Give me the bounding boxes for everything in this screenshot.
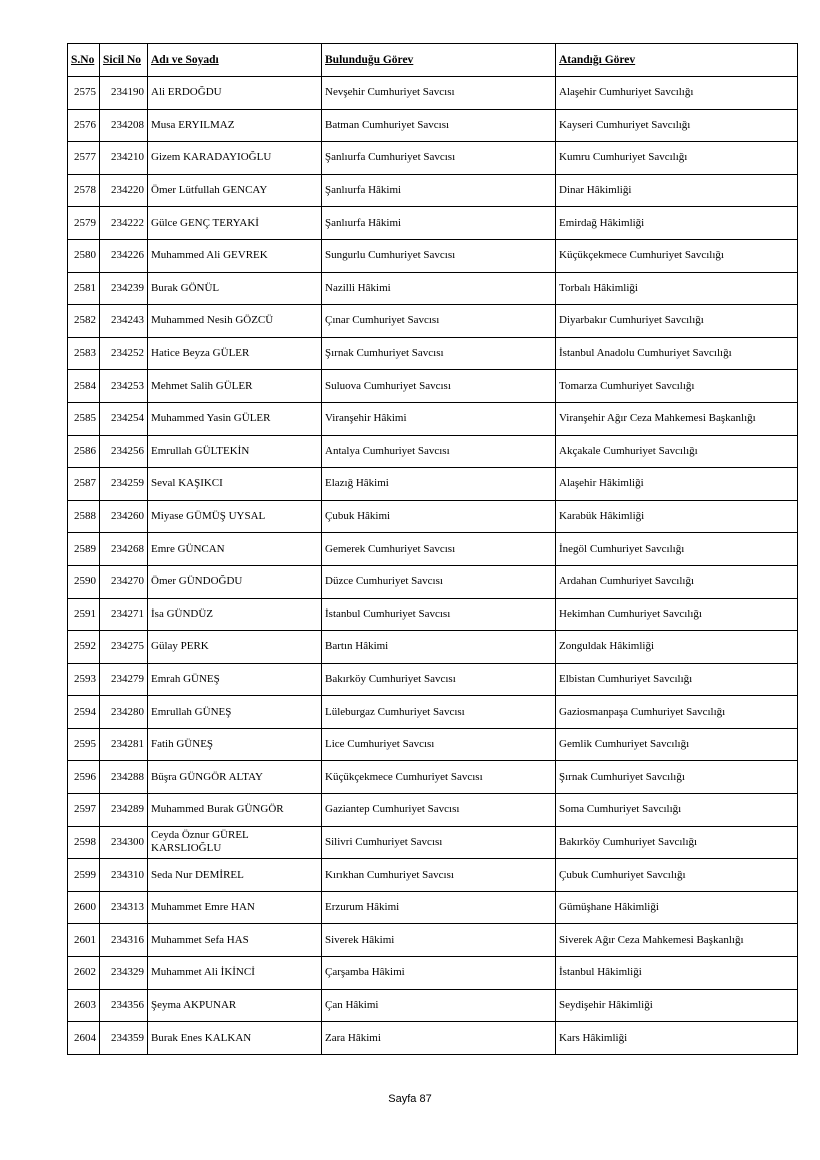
cell-sicil-no: 234271 <box>100 598 148 631</box>
cell-sno: 2586 <box>68 435 100 468</box>
cell-current-position: Sungurlu Cumhuriyet Savcısı <box>322 239 556 272</box>
cell-sno: 2577 <box>68 142 100 175</box>
cell-assigned-position: Tomarza Cumhuriyet Savcılığı <box>556 370 798 403</box>
cell-name: Büşra GÜNGÖR ALTAY <box>148 761 322 794</box>
table-row <box>68 859 798 892</box>
cell-current-position: Antalya Cumhuriyet Savcısı <box>322 435 556 468</box>
cell-current-position: Şanlıurfa Hâkimi <box>322 174 556 207</box>
cell-name: Emre GÜNCAN <box>148 533 322 566</box>
table-row <box>68 696 798 729</box>
cell-assigned-position: Viranşehir Ağır Ceza Mahkemesi Başkanlığı <box>556 402 798 435</box>
table-row <box>68 663 798 696</box>
cell-name: Ceyda Öznur GÜREL KARSLIOĞLU <box>148 826 322 859</box>
cell-sno: 2604 <box>68 1022 100 1055</box>
table-row <box>68 337 798 370</box>
cell-assigned-position: İstanbul Hâkimliği <box>556 957 798 990</box>
table-row <box>68 631 798 664</box>
table-row <box>68 924 798 957</box>
cell-assigned-position: Elbistan Cumhuriyet Savcılığı <box>556 663 798 696</box>
cell-assigned-position: Ardahan Cumhuriyet Savcılığı <box>556 565 798 598</box>
cell-current-position: Şanlıurfa Cumhuriyet Savcısı <box>322 142 556 175</box>
cell-current-position: Bartın Hâkimi <box>322 631 556 664</box>
cell-assigned-position: Kars Hâkimliği <box>556 1022 798 1055</box>
table-row <box>68 272 798 305</box>
cell-sno: 2602 <box>68 957 100 990</box>
cell-name: Fatih GÜNEŞ <box>148 728 322 761</box>
cell-current-position: Bakırköy Cumhuriyet Savcısı <box>322 663 556 696</box>
cell-sicil-no: 234316 <box>100 924 148 957</box>
cell-sno: 2589 <box>68 533 100 566</box>
table-header-row <box>68 44 798 77</box>
cell-assigned-position: Siverek Ağır Ceza Mahkemesi Başkanlığı <box>556 924 798 957</box>
table-row <box>68 174 798 207</box>
header-current-position: Bulunduğu Görev <box>322 44 556 77</box>
cell-name: Gülay PERK <box>148 631 322 664</box>
cell-sno: 2590 <box>68 565 100 598</box>
cell-assigned-position: Soma Cumhuriyet Savcılığı <box>556 794 798 827</box>
cell-assigned-position: Küçükçekmece Cumhuriyet Savcılığı <box>556 239 798 272</box>
cell-assigned-position: Hekimhan Cumhuriyet Savcılığı <box>556 598 798 631</box>
cell-current-position: Gaziantep Cumhuriyet Savcısı <box>322 794 556 827</box>
cell-sicil-no: 234281 <box>100 728 148 761</box>
cell-sicil-no: 234239 <box>100 272 148 305</box>
cell-current-position: Suluova Cumhuriyet Savcısı <box>322 370 556 403</box>
cell-current-position: Lice Cumhuriyet Savcısı <box>322 728 556 761</box>
table-row <box>68 402 798 435</box>
cell-current-position: Nevşehir Cumhuriyet Savcısı <box>322 77 556 110</box>
table-row <box>68 207 798 240</box>
cell-sicil-no: 234253 <box>100 370 148 403</box>
cell-sicil-no: 234252 <box>100 337 148 370</box>
cell-assigned-position: Gümüşhane Hâkimliği <box>556 891 798 924</box>
cell-current-position: Silivri Cumhuriyet Savcısı <box>322 826 556 859</box>
table-row <box>68 109 798 142</box>
table-row <box>68 500 798 533</box>
cell-assigned-position: Gaziosmanpaşa Cumhuriyet Savcılığı <box>556 696 798 729</box>
cell-assigned-position: Kayseri Cumhuriyet Savcılığı <box>556 109 798 142</box>
cell-current-position: İstanbul Cumhuriyet Savcısı <box>322 598 556 631</box>
page-number: Sayfa 87 <box>388 1093 432 1105</box>
cell-name: Miyase GÜMÜŞ UYSAL <box>148 500 322 533</box>
table-row <box>68 533 798 566</box>
cell-sicil-no: 234259 <box>100 468 148 501</box>
cell-name: Gülce GENÇ TERYAKİ <box>148 207 322 240</box>
cell-current-position: Erzurum Hâkimi <box>322 891 556 924</box>
cell-name: Ömer Lütfullah GENCAY <box>148 174 322 207</box>
table-row <box>68 239 798 272</box>
cell-sicil-no: 234279 <box>100 663 148 696</box>
cell-current-position: Çarşamba Hâkimi <box>322 957 556 990</box>
cell-sno: 2595 <box>68 728 100 761</box>
table-row <box>68 761 798 794</box>
cell-name: Emrah GÜNEŞ <box>148 663 322 696</box>
table-row <box>68 142 798 175</box>
cell-sicil-no: 234289 <box>100 794 148 827</box>
table-row <box>68 1022 798 1055</box>
table-row <box>68 370 798 403</box>
cell-sno: 2575 <box>68 77 100 110</box>
cell-current-position: Küçükçekmece Cumhuriyet Savcısı <box>322 761 556 794</box>
cell-name: Muhammed Yasin GÜLER <box>148 402 322 435</box>
cell-current-position: Elazığ Hâkimi <box>322 468 556 501</box>
cell-sicil-no: 234270 <box>100 565 148 598</box>
cell-sicil-no: 234222 <box>100 207 148 240</box>
cell-current-position: Gemerek Cumhuriyet Savcısı <box>322 533 556 566</box>
cell-sno: 2584 <box>68 370 100 403</box>
cell-name: Muhammet Emre HAN <box>148 891 322 924</box>
cell-sno: 2588 <box>68 500 100 533</box>
cell-sno: 2580 <box>68 239 100 272</box>
cell-assigned-position: Bakırköy Cumhuriyet Savcılığı <box>556 826 798 859</box>
cell-name: Muhammet Sefa HAS <box>148 924 322 957</box>
cell-sicil-no: 234310 <box>100 859 148 892</box>
cell-current-position: Çan Hâkimi <box>322 989 556 1022</box>
cell-sno: 2576 <box>68 109 100 142</box>
cell-sicil-no: 234190 <box>100 77 148 110</box>
cell-assigned-position: Alaşehir Hâkimliği <box>556 468 798 501</box>
cell-sicil-no: 234268 <box>100 533 148 566</box>
table-row <box>68 565 798 598</box>
table-row <box>68 826 798 859</box>
cell-sno: 2579 <box>68 207 100 240</box>
cell-sicil-no: 234300 <box>100 826 148 859</box>
cell-assigned-position: Çubuk Cumhuriyet Savcılığı <box>556 859 798 892</box>
cell-assigned-position: Zonguldak Hâkimliği <box>556 631 798 664</box>
cell-sno: 2599 <box>68 859 100 892</box>
cell-name: Seval KAŞIKCI <box>148 468 322 501</box>
cell-name: Mehmet Salih GÜLER <box>148 370 322 403</box>
cell-sno: 2601 <box>68 924 100 957</box>
cell-sicil-no: 234243 <box>100 305 148 338</box>
cell-name: Ömer GÜNDOĞDU <box>148 565 322 598</box>
cell-current-position: Batman Cumhuriyet Savcısı <box>322 109 556 142</box>
cell-current-position: Düzce Cumhuriyet Savcısı <box>322 565 556 598</box>
cell-sicil-no: 234313 <box>100 891 148 924</box>
cell-sno: 2582 <box>68 305 100 338</box>
cell-sicil-no: 234210 <box>100 142 148 175</box>
cell-assigned-position: Torbalı Hâkimliği <box>556 272 798 305</box>
cell-name: Musa ERYILMAZ <box>148 109 322 142</box>
cell-current-position: Kırıkhan Cumhuriyet Savcısı <box>322 859 556 892</box>
cell-assigned-position: İnegöl Cumhuriyet Savcılığı <box>556 533 798 566</box>
cell-sno: 2592 <box>68 631 100 664</box>
table-row <box>68 794 798 827</box>
cell-sicil-no: 234256 <box>100 435 148 468</box>
cell-name: Muhammed Burak GÜNGÖR <box>148 794 322 827</box>
cell-current-position: Lüleburgaz Cumhuriyet Savcısı <box>322 696 556 729</box>
cell-sno: 2581 <box>68 272 100 305</box>
cell-assigned-position: İstanbul Anadolu Cumhuriyet Savcılığı <box>556 337 798 370</box>
cell-sicil-no: 234356 <box>100 989 148 1022</box>
cell-sno: 2594 <box>68 696 100 729</box>
cell-sno: 2585 <box>68 402 100 435</box>
table-row <box>68 989 798 1022</box>
cell-assigned-position: Alaşehir Cumhuriyet Savcılığı <box>556 77 798 110</box>
cell-assigned-position: Diyarbakır Cumhuriyet Savcılığı <box>556 305 798 338</box>
cell-sicil-no: 234260 <box>100 500 148 533</box>
cell-sno: 2598 <box>68 826 100 859</box>
header-sicil-no: Sicil No <box>100 44 148 77</box>
cell-name: Emrullah GÜLTEKİN <box>148 435 322 468</box>
cell-current-position: Çınar Cumhuriyet Savcısı <box>322 305 556 338</box>
cell-name: İsa GÜNDÜZ <box>148 598 322 631</box>
cell-sicil-no: 234275 <box>100 631 148 664</box>
table-body <box>68 77 798 1055</box>
table-row <box>68 728 798 761</box>
header-assigned-position: Atandığı Görev <box>556 44 798 77</box>
cell-name: Hatice Beyza GÜLER <box>148 337 322 370</box>
cell-sno: 2578 <box>68 174 100 207</box>
table-row <box>68 957 798 990</box>
cell-current-position: Çubuk Hâkimi <box>322 500 556 533</box>
table-row <box>68 305 798 338</box>
cell-name: Emrullah GÜNEŞ <box>148 696 322 729</box>
cell-sicil-no: 234329 <box>100 957 148 990</box>
cell-name: Ali ERDOĞDU <box>148 77 322 110</box>
table-row <box>68 891 798 924</box>
cell-sicil-no: 234226 <box>100 239 148 272</box>
cell-sno: 2603 <box>68 989 100 1022</box>
cell-sicil-no: 234254 <box>100 402 148 435</box>
cell-current-position: Siverek Hâkimi <box>322 924 556 957</box>
cell-name: Şeyma AKPUNAR <box>148 989 322 1022</box>
cell-name: Gizem KARADAYIOĞLU <box>148 142 322 175</box>
cell-sno: 2600 <box>68 891 100 924</box>
cell-assigned-position: Karabük Hâkimliği <box>556 500 798 533</box>
cell-sicil-no: 234220 <box>100 174 148 207</box>
cell-sno: 2591 <box>68 598 100 631</box>
assignment-table <box>67 43 798 1055</box>
cell-current-position: Nazilli Hâkimi <box>322 272 556 305</box>
cell-name: Muhammed Nesih GÖZCÜ <box>148 305 322 338</box>
cell-current-position: Zara Hâkimi <box>322 1022 556 1055</box>
table-row <box>68 468 798 501</box>
cell-name: Burak Enes KALKAN <box>148 1022 322 1055</box>
cell-sno: 2593 <box>68 663 100 696</box>
header-name: Adı ve Soyadı <box>148 44 322 77</box>
cell-assigned-position: Emirdağ Hâkimliği <box>556 207 798 240</box>
cell-assigned-position: Gemlik Cumhuriyet Savcılığı <box>556 728 798 761</box>
table-row <box>68 435 798 468</box>
table-row <box>68 77 798 110</box>
cell-name: Muhammet Ali İKİNCİ <box>148 957 322 990</box>
cell-current-position: Şırnak Cumhuriyet Savcısı <box>322 337 556 370</box>
cell-sicil-no: 234288 <box>100 761 148 794</box>
cell-sno: 2587 <box>68 468 100 501</box>
cell-current-position: Viranşehir Hâkimi <box>322 402 556 435</box>
cell-name: Seda Nur DEMİREL <box>148 859 322 892</box>
cell-sicil-no: 234280 <box>100 696 148 729</box>
cell-current-position: Şanlıurfa Hâkimi <box>322 207 556 240</box>
cell-assigned-position: Kumru Cumhuriyet Savcılığı <box>556 142 798 175</box>
cell-sno: 2596 <box>68 761 100 794</box>
cell-assigned-position: Şırnak Cumhuriyet Savcılığı <box>556 761 798 794</box>
cell-assigned-position: Dinar Hâkimliği <box>556 174 798 207</box>
header-sno: S.No <box>68 44 100 77</box>
cell-assigned-position: Seydişehir Hâkimliği <box>556 989 798 1022</box>
cell-name: Burak GÖNÜL <box>148 272 322 305</box>
cell-sno: 2597 <box>68 794 100 827</box>
table-row <box>68 598 798 631</box>
cell-sicil-no: 234208 <box>100 109 148 142</box>
cell-name: Muhammed Ali GEVREK <box>148 239 322 272</box>
cell-assigned-position: Akçakale Cumhuriyet Savcılığı <box>556 435 798 468</box>
cell-sicil-no: 234359 <box>100 1022 148 1055</box>
cell-sno: 2583 <box>68 337 100 370</box>
